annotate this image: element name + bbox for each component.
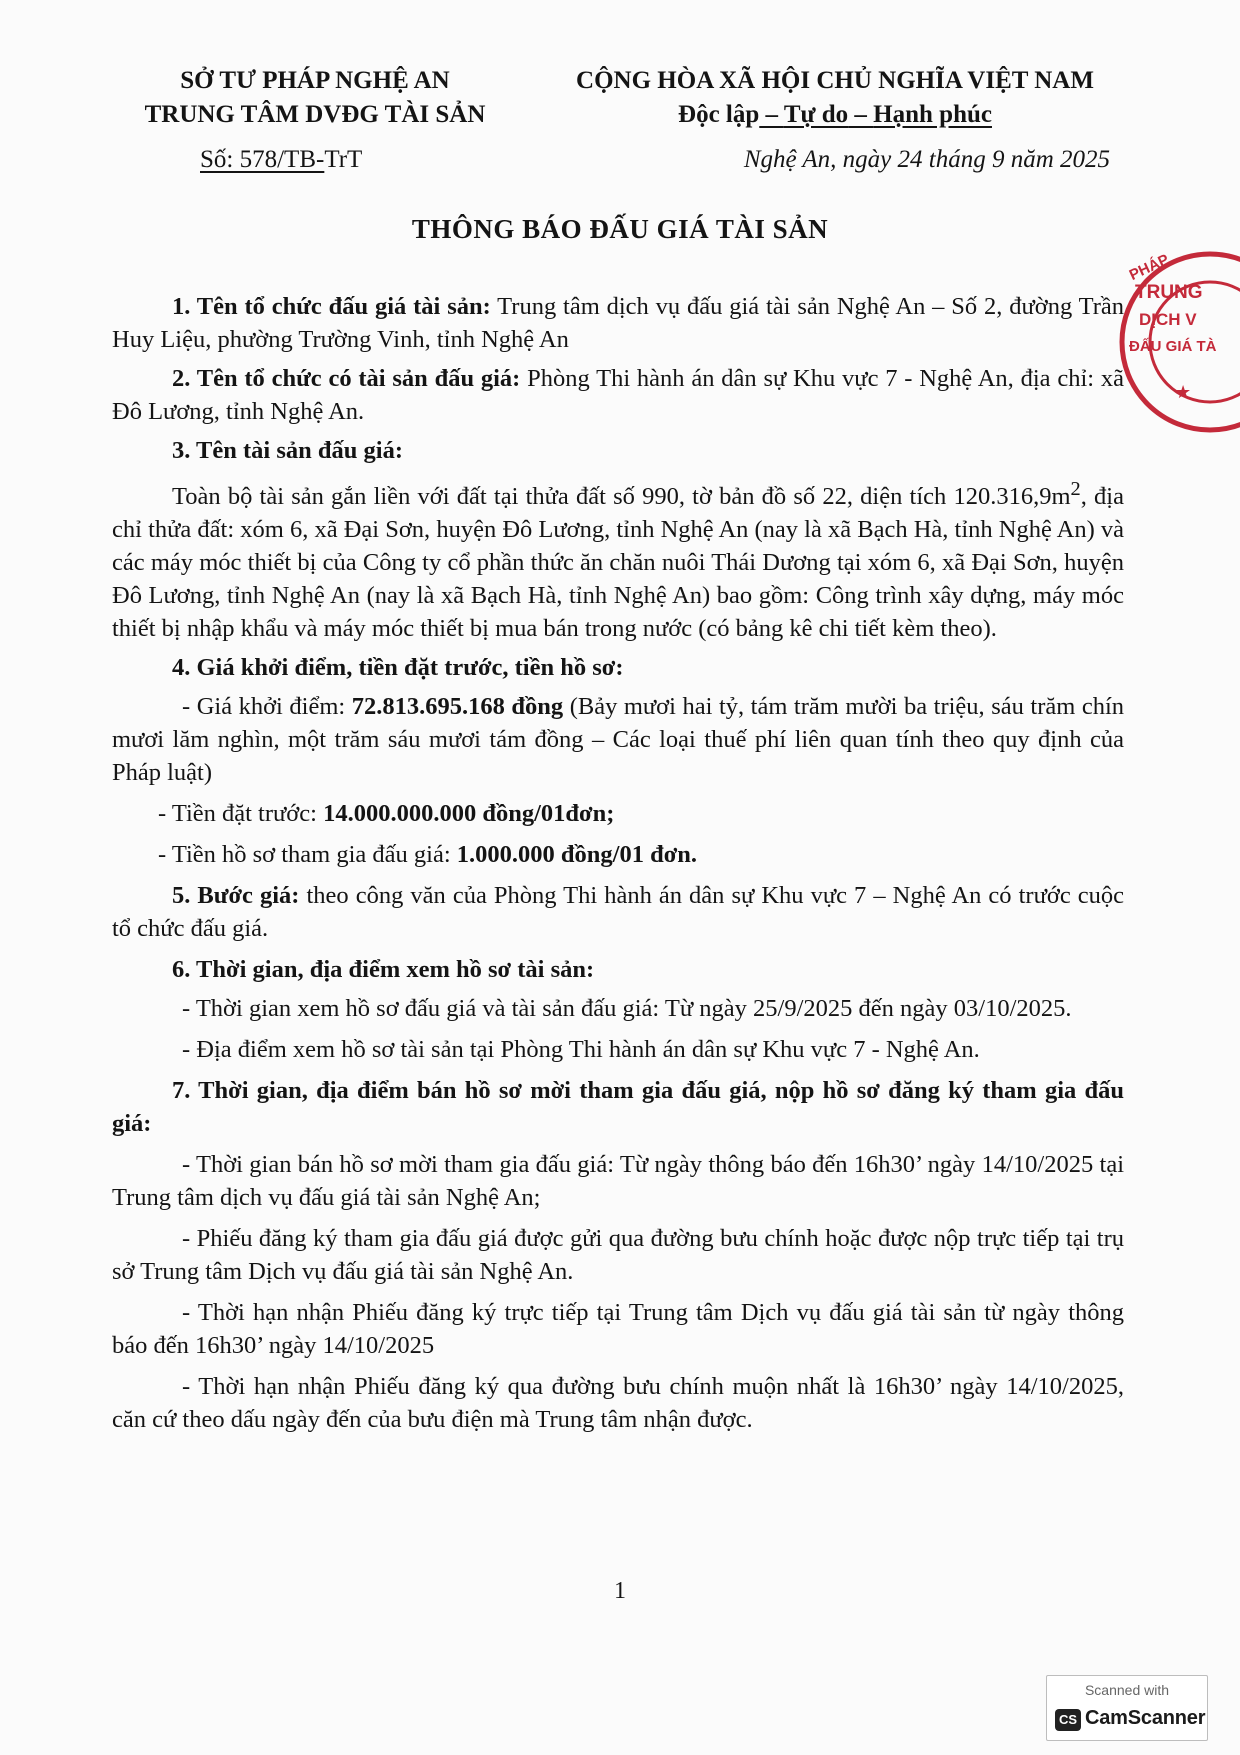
document-body: [112, 290, 1124, 1436]
section-3-text-a: Toàn bộ tài sản gắn liền với đất tại thửa đất số 990, tờ bản đồ số 22, diện tích 120.316,9m: [172, 483, 1071, 511]
section-1-text: Trung tâm dịch vụ đấu giá tài sản Nghệ An – Số 2, đường Trần Huy Liệu, phường Trường Vinh, tỉnh Nghệ An: [112, 293, 1124, 353]
national-motto: [545, 98, 1125, 132]
stamp-star-icon: ★: [1175, 382, 1192, 403]
document-title: THÔNG BÁO ĐẤU GIÁ TÀI SẢN: [411, 214, 829, 244]
section-2-label: 2. Tên tổ chức có tài sản đấu giá:: [172, 365, 521, 392]
issuing-agency: [115, 64, 515, 132]
camscanner-badge: [1046, 1675, 1208, 1741]
section-3-heading: [112, 434, 1124, 467]
deposit-prefix: - Tiền đặt trước:: [158, 800, 324, 828]
national-title: CỘNG HÒA XÃ HỘI CHỦ NGHĨA VIỆT NAM: [576, 67, 1094, 94]
section-1-label: 1. Tên tổ chức đấu giá tài sản:: [172, 293, 491, 320]
section-3-label: 3. Tên tài sản đấu giá:: [172, 437, 403, 464]
section-2-text: Phòng Thi hành án dân sự Khu vực 7 - Nghệ An, địa chỉ: xã Đô Lương, tỉnh Nghệ An.: [112, 365, 1124, 425]
section-2: [112, 362, 1124, 428]
document-number-suffix: TrT: [324, 146, 363, 173]
motto-sep-2: –: [848, 101, 874, 128]
area-unit-superscript: 2: [1070, 478, 1081, 500]
stamp-line-3: ĐẤU GIÁ TÀ: [1129, 338, 1217, 355]
starting-price: [112, 690, 1124, 789]
motto-part-2: Tự do: [783, 101, 849, 128]
section-7-item-c: - Thời hạn nhận Phiếu đăng ký trực tiếp tại Trung tâm Dịch vụ đấu giá tài sản từ ngày thông báo đến 16h30’ ngày 14/10/2025: [112, 1299, 1124, 1360]
page-number: 1: [614, 1578, 626, 1604]
section-6-label: 6. Thời gian, địa điểm xem hồ sơ tài sản:: [172, 956, 595, 984]
starting-price-value: 72.813.695.168 đồng: [351, 693, 564, 721]
application-fee-value: 1.000.000 đồng/01 đơn.: [456, 841, 698, 869]
stamp-line-2: DỊCH V: [1139, 310, 1197, 329]
section-3-text: [112, 473, 1124, 645]
section-6-heading: [112, 953, 1124, 986]
section-5-text: theo công văn của Phòng Thi hành án dân sự Khu vực 7 – Nghệ An có trước cuộc tổ chức đấu giá.: [112, 882, 1124, 943]
section-5-label: 5. Bước giá:: [172, 882, 300, 910]
document-number-label: Số: 578/TB-: [200, 146, 325, 173]
starting-price-text: (Bảy mươi hai tỷ, tám trăm mười ba triệu, sáu trăm chín mươi lăm nghìn, một trăm sáu mươi tám đồng – Các loại thuế phí liên quan tính theo quy định của Pháp luật): [112, 693, 1125, 787]
section-7-heading: [112, 1074, 1124, 1140]
section-6-time: - Thời gian xem hồ sơ đấu giá và tài sản đấu giá: Từ ngày 25/9/2025 đến ngày 03/10/2025.: [182, 995, 1072, 1023]
document-number: [200, 146, 362, 174]
starting-price-prefix: - Giá khởi điểm:: [182, 693, 352, 721]
camscanner-caption: Scanned with: [1084, 1682, 1170, 1698]
section-7-item-d: - Thời hạn nhận Phiếu đăng ký qua đường bưu chính muộn nhất là 16h30’ ngày 14/10/2025, căn cứ theo dấu ngày đến của bưu điện mà Trung tâm nhận được.: [112, 1373, 1124, 1434]
agency-line-2: TRUNG TÂM DVĐG TÀI SẢN: [144, 101, 486, 128]
deposit-value: 14.000.000.000 đồng/01đơn;: [323, 800, 615, 828]
application-fee-prefix: - Tiền hồ sơ tham gia đấu giá:: [158, 841, 457, 869]
section-1: [112, 290, 1124, 356]
red-seal-stamp: [1115, 250, 1240, 450]
section-3-text-b: , địa chỉ thửa đất: xóm 6, xã Đại Sơn, huyện Đô Lương, tỉnh Nghệ An (nay là xã Bạch Hà, tỉnh Nghệ An) và các máy móc thiết bị của Công ty cổ phần thức ăn chăn nuôi Thái Dương tại xóm 6, xã Đại Sơn, huyện Đô Lương, tỉnh Nghệ An (nay là xã Bạch Hà, tỉnh Nghệ An) bao gồm: Công trình xây dựng, máy móc thiết bị nhập khẩu và máy móc thiết bị mua bán trong nước (có bảng kê chi tiết kèm theo).: [112, 483, 1124, 643]
application-fee: [112, 838, 1124, 871]
deposit: [112, 797, 1124, 830]
national-header: [545, 64, 1125, 132]
camscanner-logo-icon: CS: [1055, 1709, 1081, 1731]
place-date: Nghệ An, ngày 24 tháng 9 năm 2025: [743, 146, 1110, 173]
section-7-item-b: - Phiếu đăng ký tham gia đấu giá được gửi qua đường bưu chính hoặc được nộp trực tiếp tại trụ sở Trung tâm Dịch vụ đấu giá tài sản Nghệ An.: [112, 1225, 1124, 1286]
section-7-label: 7. Thời gian, địa điểm bán hồ sơ mời tham gia đấu giá, nộp hồ sơ đăng ký tham gia đấu giá:: [112, 1077, 1124, 1138]
agency-line-1: SỞ TƯ PHÁP NGHỆ AN: [180, 67, 450, 94]
section-7-item-a: - Thời gian bán hồ sơ mời tham gia đấu giá: Từ ngày thông báo đến 16h30’ ngày 14/10/2025 tại Trung tâm dịch vụ đấu giá tài sản Nghệ An;: [112, 1151, 1124, 1212]
stamp-line-1: TRUNG: [1135, 282, 1203, 303]
camscanner-name: CamScanner: [1085, 1707, 1206, 1729]
stamp-arc-text: PHÁP: [1126, 250, 1172, 285]
motto-part-3: Hạnh phúc: [873, 101, 992, 128]
motto-sep-1: –: [759, 101, 784, 128]
section-4-label: 4. Giá khởi điểm, tiền đặt trước, tiền hồ sơ:: [172, 654, 624, 682]
section-6-place: - Địa điểm xem hồ sơ tài sản tại Phòng Thi hành án dân sự Khu vực 7 - Nghệ An.: [182, 1036, 980, 1064]
section-4-heading: [112, 651, 1124, 684]
motto-part-1: Độc lập: [678, 101, 760, 128]
section-5: [112, 879, 1124, 945]
